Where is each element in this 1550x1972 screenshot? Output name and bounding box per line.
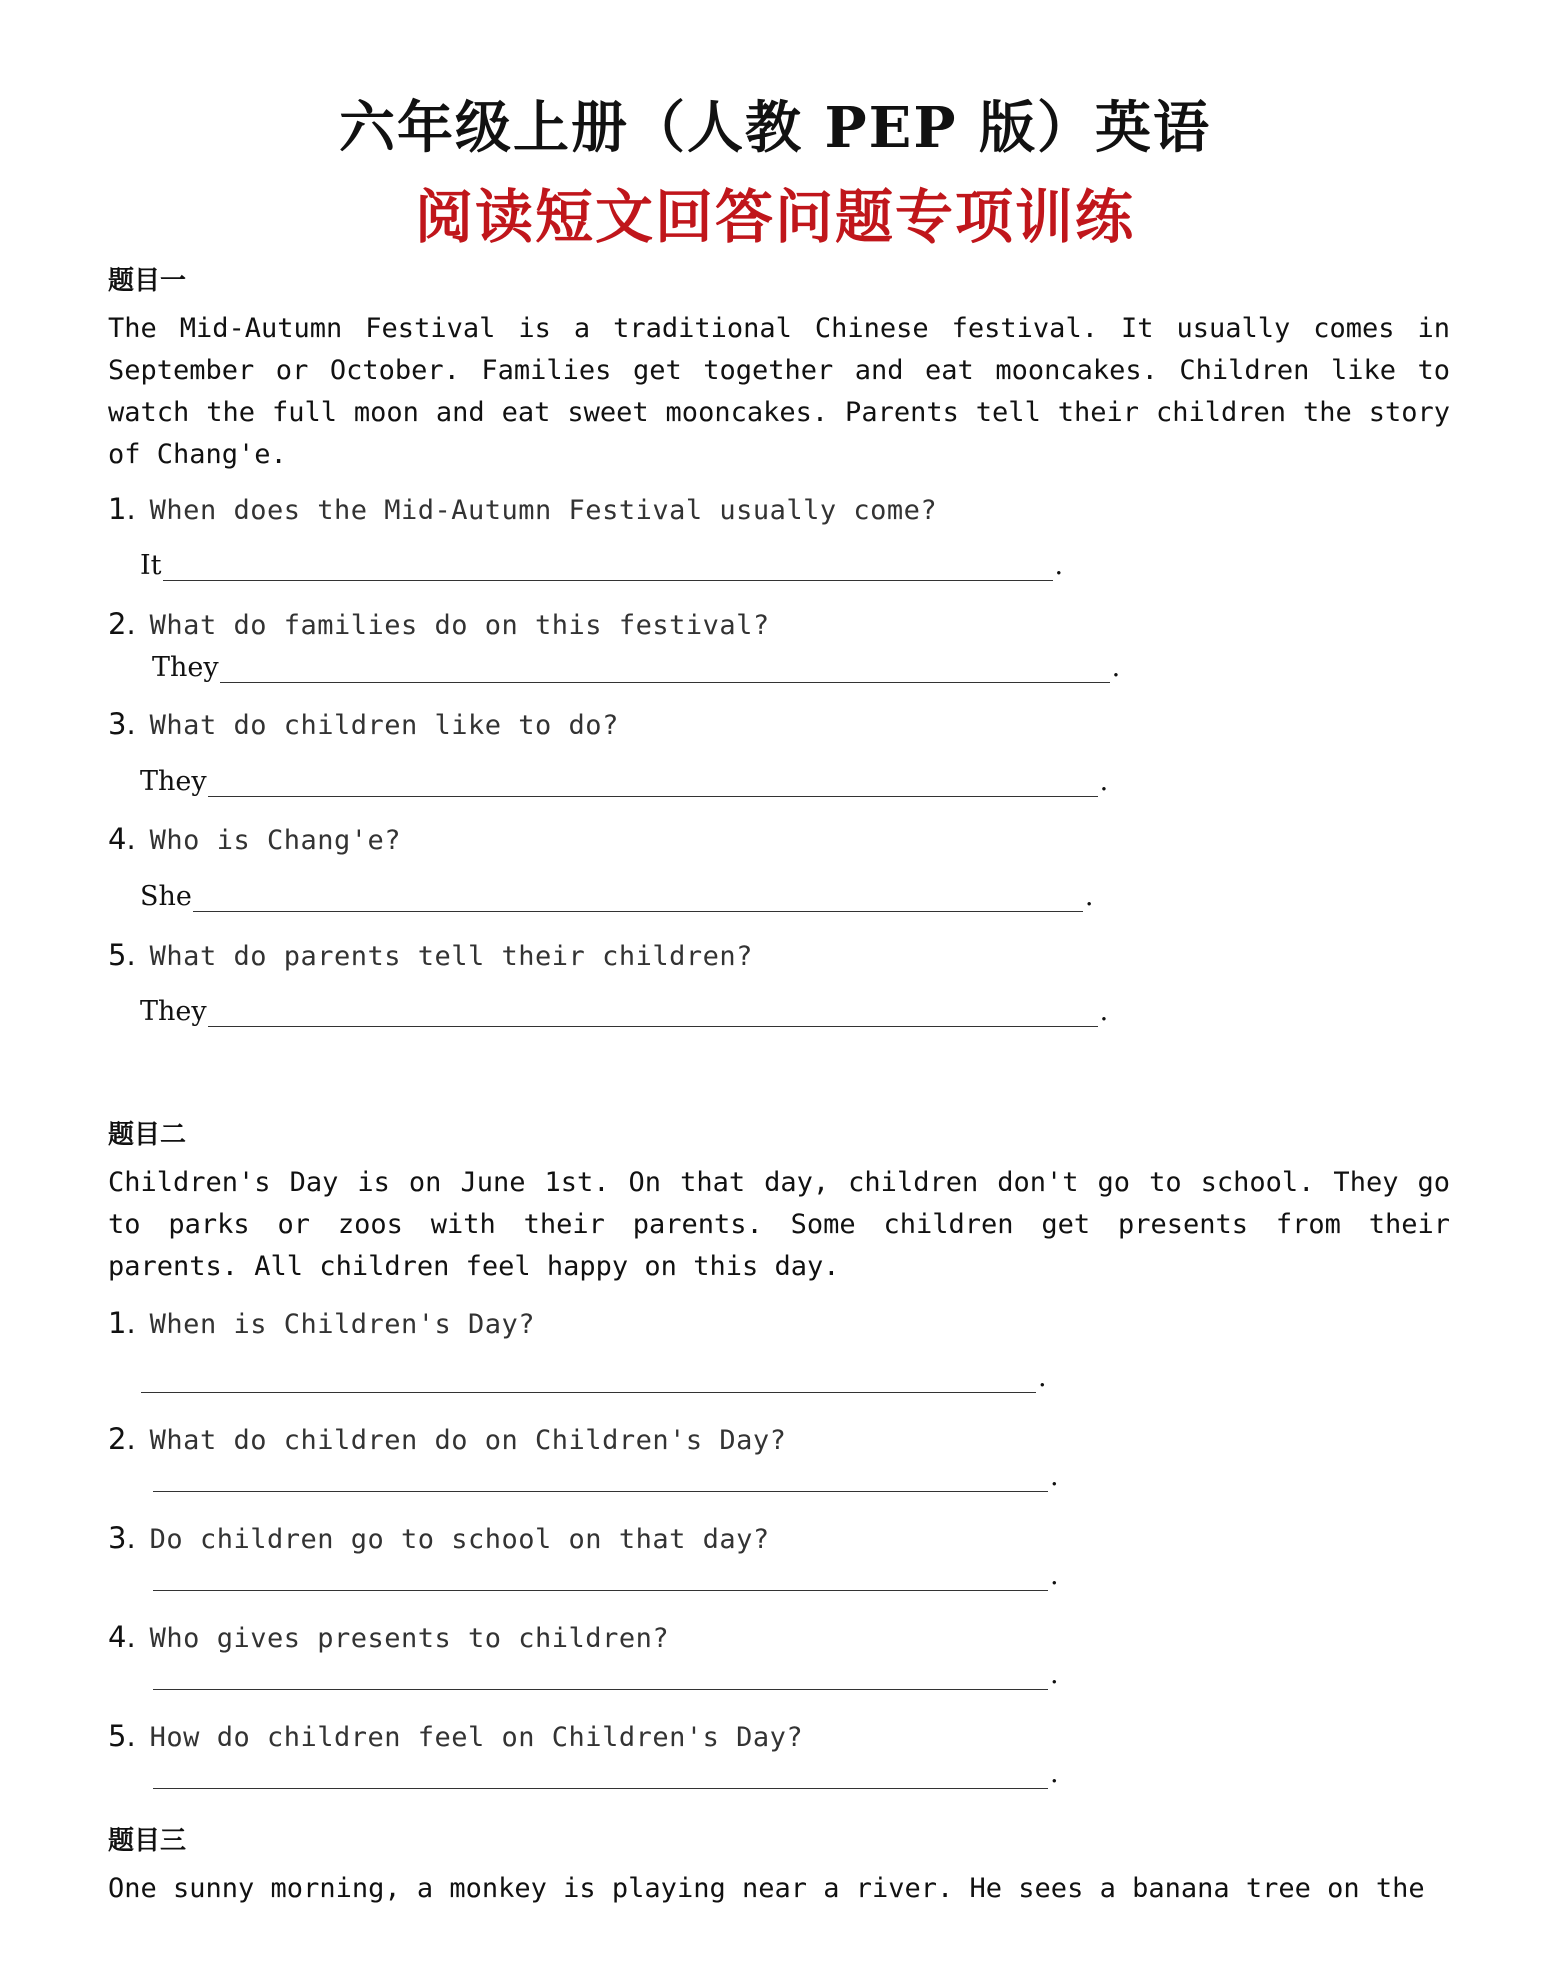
question-1-3	[108, 707, 619, 741]
passage-1: The Mid-Autumn Festival is a traditional Chinese festival. It usually comes in September or October. Families get together and eat mooncakes. Children like to watch the full moon and eat sweet mooncakes. Parents tell their children the story of Chang'e.	[108, 313, 1450, 470]
answer-end-dot: .	[1054, 550, 1064, 581]
question-text: What do children like to do?	[149, 710, 619, 741]
answer-end-dot: .	[1038, 1362, 1047, 1393]
question-text: Who is Chang'e?	[149, 825, 402, 856]
question-number: 3.	[108, 1521, 136, 1555]
answer-prefix: They	[152, 652, 219, 683]
question-number: 1.	[108, 1306, 136, 1340]
question-number: 2.	[108, 1422, 136, 1456]
answer-line[interactable]	[153, 1560, 1048, 1591]
question-2-4	[108, 1620, 669, 1654]
answer-end-dot: .	[1050, 1560, 1059, 1591]
question-number: 1.	[108, 492, 136, 526]
answer-1-4[interactable]	[140, 881, 1093, 912]
section-heading-1: 题目一	[108, 266, 187, 296]
answer-line[interactable]	[141, 1362, 1036, 1393]
answer-1-2[interactable]	[152, 652, 1120, 683]
answer-end-dot: .	[1099, 996, 1109, 1027]
answer-2-4[interactable]	[152, 1659, 1059, 1690]
answer-1-3[interactable]	[140, 766, 1108, 797]
answer-line[interactable]	[193, 881, 1083, 912]
answer-end-dot: .	[1084, 881, 1094, 912]
answer-end-dot: .	[1111, 652, 1121, 683]
section-heading-2: 题目二	[108, 1120, 187, 1150]
question-text: What do families do on this festival?	[149, 610, 770, 641]
question-1-2	[108, 607, 770, 641]
question-text: How do children feel on Children's Day?	[149, 1722, 804, 1753]
answer-line[interactable]	[220, 652, 1110, 683]
answer-prefix: It	[140, 550, 162, 581]
section-heading-3: 题目三	[108, 1826, 187, 1856]
question-2-2	[108, 1422, 786, 1456]
answer-2-2[interactable]	[152, 1461, 1059, 1492]
answer-prefix: They	[140, 996, 207, 1027]
page-title: 六年级上册（人教 PEP 版）英语	[339, 95, 1211, 161]
answer-end-dot: .	[1099, 766, 1109, 797]
question-number: 4.	[108, 822, 136, 856]
passage-2: Children's Day is on June 1st. On that day, children don't go to school. They go to parks or zoos with their parents. Some children get presents from their parents. All children feel happy on this day.	[108, 1167, 1450, 1282]
question-number: 2.	[108, 607, 136, 641]
answer-line[interactable]	[208, 766, 1098, 797]
answer-line[interactable]	[208, 996, 1098, 1027]
answer-line[interactable]	[153, 1758, 1048, 1789]
answer-prefix: She	[140, 881, 192, 912]
answer-2-1[interactable]	[140, 1362, 1047, 1393]
question-text: Who gives presents to children?	[149, 1623, 670, 1654]
answer-1-5[interactable]	[140, 996, 1108, 1027]
question-text: Do children go to school on that day?	[149, 1524, 770, 1555]
question-2-5	[108, 1719, 803, 1753]
question-number: 5.	[108, 938, 136, 972]
answer-2-5[interactable]	[152, 1758, 1059, 1789]
answer-line[interactable]	[153, 1461, 1048, 1492]
question-number: 5.	[108, 1719, 136, 1753]
passage-3: One sunny morning, a monkey is playing near a river. He sees a banana tree on the	[108, 1873, 1425, 1904]
question-1-1	[108, 492, 937, 526]
answer-end-dot: .	[1050, 1659, 1059, 1690]
answer-line[interactable]	[163, 550, 1053, 581]
question-text: What do children do on Children's Day?	[149, 1425, 787, 1456]
answer-2-3[interactable]	[152, 1560, 1059, 1591]
question-2-3	[108, 1521, 770, 1555]
question-1-5	[108, 938, 753, 972]
question-text: When is Children's Day?	[149, 1309, 536, 1340]
answer-end-dot: .	[1050, 1758, 1059, 1789]
question-1-4	[108, 822, 401, 856]
page-subtitle: 阅读短文回答问题专项训练	[414, 183, 1135, 251]
question-number: 4.	[108, 1620, 136, 1654]
question-text: What do parents tell their children?	[149, 941, 753, 972]
answer-end-dot: .	[1050, 1461, 1059, 1492]
answer-prefix: They	[140, 766, 207, 797]
answer-1-1[interactable]	[140, 550, 1063, 581]
answer-line[interactable]	[153, 1659, 1048, 1690]
question-number: 3.	[108, 707, 136, 741]
question-text: When does the Mid-Autumn Festival usually come?	[149, 495, 938, 526]
question-2-1	[108, 1306, 535, 1340]
